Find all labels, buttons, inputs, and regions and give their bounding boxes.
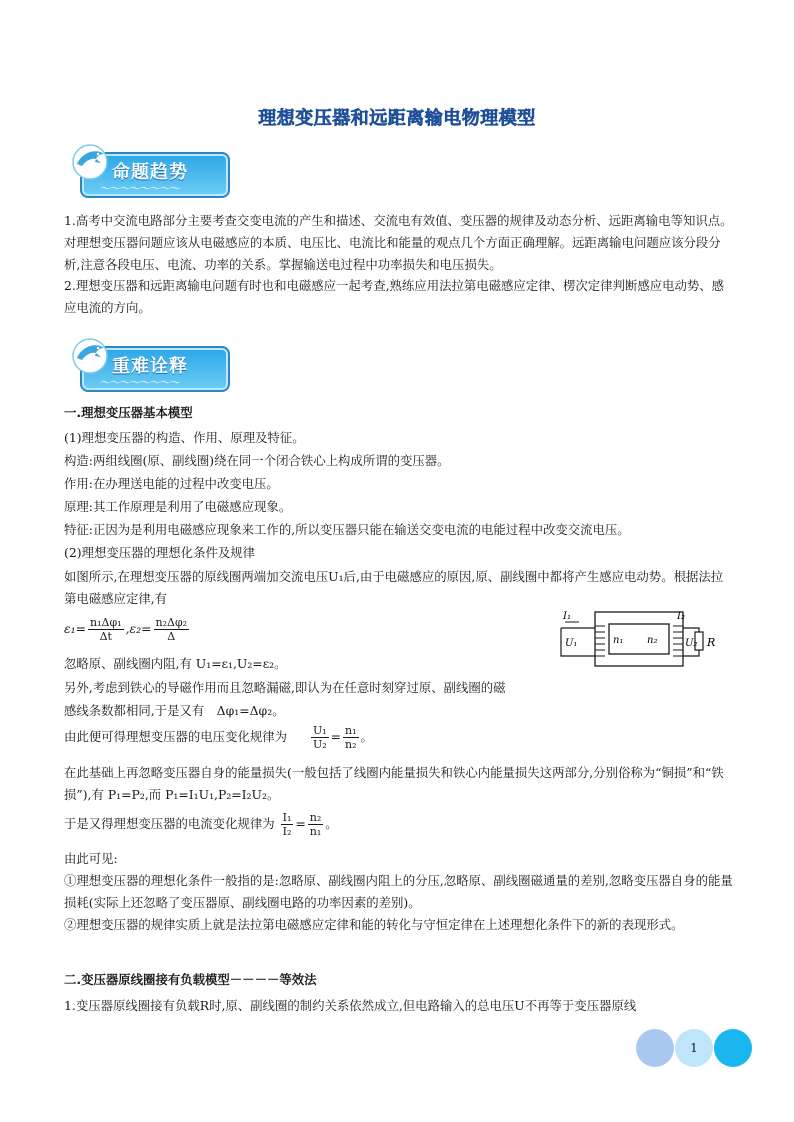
s1-line-4: 原理:其工作原理是利用了电磁感应现象。 bbox=[64, 499, 292, 514]
s1-line-11: 由此便可得理想变压器的电压变化规律为 bbox=[64, 729, 288, 744]
eq3-den-2: n₁ bbox=[309, 825, 322, 838]
s1-line-2: 构造:两组线圈(原、副线圈)绕在同一个闭合铁心上构成所谓的变压器。 bbox=[64, 453, 450, 468]
s1-line-9: 另外,考虑到铁心的导磁作用而且忽略漏磁,即认为在任意时刻穿过原、副线圈的磁 bbox=[64, 680, 506, 695]
dolphin-icon bbox=[70, 334, 114, 374]
banner-label: 命题趋势 bbox=[112, 162, 188, 183]
eq2-fraction-1 bbox=[311, 724, 329, 751]
page-number: 1 bbox=[690, 1041, 698, 1055]
eq2-num-1: U₁ bbox=[312, 724, 327, 737]
label-I1: I₁ bbox=[563, 611, 571, 622]
label-U1: U₁ bbox=[565, 638, 578, 649]
s1-current-rule: 于是又得理想变压器的电流变化规律为 $\frac{\text{I₁}}{\text{I₂}}$ = $\frac{\text{n₂}}{\text{n₁}}$ 。 bbox=[64, 811, 338, 838]
eq2-num-2: n₁ bbox=[345, 724, 357, 737]
eq1-mid: ,ε₂= bbox=[125, 621, 152, 636]
eq1-den-1: Δt bbox=[99, 630, 112, 643]
s1-line-16: ②理想变压器的规律实质上就是法拉第电磁感应定律和能的转化与守恒定律在上述理想化条件下的新的表现形式。 bbox=[64, 916, 684, 932]
eq2-den-2: n₂ bbox=[345, 738, 357, 751]
s1-paragraph-7 bbox=[64, 566, 734, 610]
transformer-diagram bbox=[553, 606, 723, 672]
eq1-left: ε₁= bbox=[64, 621, 86, 636]
s1-line-3: 作用:在办理送电能的过程中改变电压。 bbox=[64, 476, 279, 491]
eq1-fraction-1 bbox=[88, 616, 124, 643]
s1-paragraph-12 bbox=[64, 762, 734, 806]
eq3-fraction-2 bbox=[308, 811, 324, 838]
document-title: 理想变压器和远距离输电物理模型 bbox=[258, 108, 536, 129]
s1-line-12: 在此基础上再忽略变压器自身的能量损失(一般包括了线圈内能量损失和铁心内能量损失这两部分,分别俗称为“铜损”和“铁损”),有 P₁=P₂,而 P₁=I₁U₁,P₂=I₂U₂。 bbox=[64, 765, 724, 802]
pn-circle-right bbox=[714, 1029, 752, 1067]
eq3-num-1: I₁ bbox=[282, 811, 292, 824]
label-n1: n₁ bbox=[613, 635, 624, 646]
trend-text bbox=[64, 210, 734, 319]
eq1-fraction-2 bbox=[154, 616, 190, 643]
eq3-num-2: n₂ bbox=[309, 811, 322, 824]
trend-paragraph-2: 2.理想变压器和远距离输电问题有时也和电磁感应一起考查,熟练应用法拉第电磁感应定律、楞次定律判断感应电动势、感应电流的方向。 bbox=[64, 278, 725, 316]
section2-heading: 二.变压器原线圈接有负载模型－－－－等效法 bbox=[64, 972, 317, 987]
s2-line-1: 1.变压器原线圈接有负载R时,原、副线圈的制约关系依然成立,但电路输入的总电压U不再等于变压器原线 bbox=[64, 998, 637, 1013]
s1-line-7: 如图所示,在理想变压器的原线圈两端加交流电压U₁后,由于电磁感应的原因,原、副线圈中都将产生感应电动势。根据法拉第电磁感应定律,有 bbox=[64, 569, 724, 606]
eq2-den-1: U₂ bbox=[312, 738, 327, 751]
s1-line-5: 特征:正因为是利用电磁感应现象来工作的,所以变压器只能在输送交变电流的电能过程中改变交流电压。 bbox=[64, 522, 630, 537]
banner-label: 重难诠释 bbox=[112, 356, 188, 377]
page-number-badge bbox=[636, 1029, 752, 1067]
s1-line-1: (1)理想变压器的构造、作用、原理及特征。 bbox=[64, 430, 305, 445]
label-R: R bbox=[707, 636, 716, 649]
label-n2: n₂ bbox=[647, 635, 658, 646]
eq1-num-1: n₁Δφ₁ bbox=[90, 616, 122, 629]
s1-line-10: 感线条数都相同,于是又有 Δφ₁=Δφ₂。 bbox=[64, 703, 285, 718]
s1-line-15: ①理想变压器的理想化条件一般指的是:忽略原、副线圈内阻上的分压,忽略原、副线圈磁通量的差别,忽略变压器自身的能量损耗(实际上还忽略了变压器原、副线圈电路的功率因素的差别)。 bbox=[64, 873, 733, 910]
s1-line-14: 由此可见: bbox=[64, 851, 118, 866]
equation-emf bbox=[64, 616, 191, 643]
label-U2: U₂ bbox=[685, 638, 698, 649]
s1-conclusions bbox=[64, 870, 734, 935]
s1-line-13: 于是又得理想变压器的电流变化规律为 bbox=[64, 816, 275, 831]
explain-banner bbox=[70, 334, 230, 394]
trend-paragraph-1: 1.高考中交流电路部分主要考查交变电流的产生和描述、交流电有效值、变压器的规律及动态分析、远距离输电等知识点。对理想变压器问题应该从电磁感应的本质、电压比、电流比和能量的观点几个方面正确理解。远距离输电问题应该分段分析,注意各段电压、电流、功率的关系。掌握输送电过程中功率损失和电压损失。 bbox=[64, 213, 733, 272]
eq1-num-2: n₂Δφ₂ bbox=[155, 616, 188, 629]
pn-circle-left bbox=[636, 1029, 674, 1067]
eq1-den-2: Δ bbox=[167, 630, 176, 643]
s1-line-6: (2)理想变压器的理想化条件及规律 bbox=[64, 545, 256, 560]
label-I2: I₂ bbox=[677, 611, 685, 622]
eq3-fraction-1 bbox=[281, 811, 294, 838]
wave-decoration: ～～～～～～～～ bbox=[100, 182, 180, 195]
s1-line-8: 忽略原、副线圈内阻,有 U₁=ε₁,U₂=ε₂。 bbox=[64, 656, 287, 671]
dolphin-icon bbox=[70, 140, 114, 180]
eq2-fraction-2 bbox=[343, 724, 359, 751]
wave-decoration: ～～～～～～～～ bbox=[100, 376, 180, 389]
s1-voltage-rule: 由此便可得理想变压器的电压变化规律为 $\frac{\text{U₁}}{\text{U₂}}$ = $\frac{\text{n₁}}{\text{n₂}}$ 。 bbox=[64, 724, 373, 751]
iron-core bbox=[595, 612, 683, 666]
section1-heading: 一.理想变压器基本模型 bbox=[64, 405, 193, 420]
eq3-den-1: I₂ bbox=[282, 825, 292, 838]
trend-banner bbox=[70, 140, 230, 200]
